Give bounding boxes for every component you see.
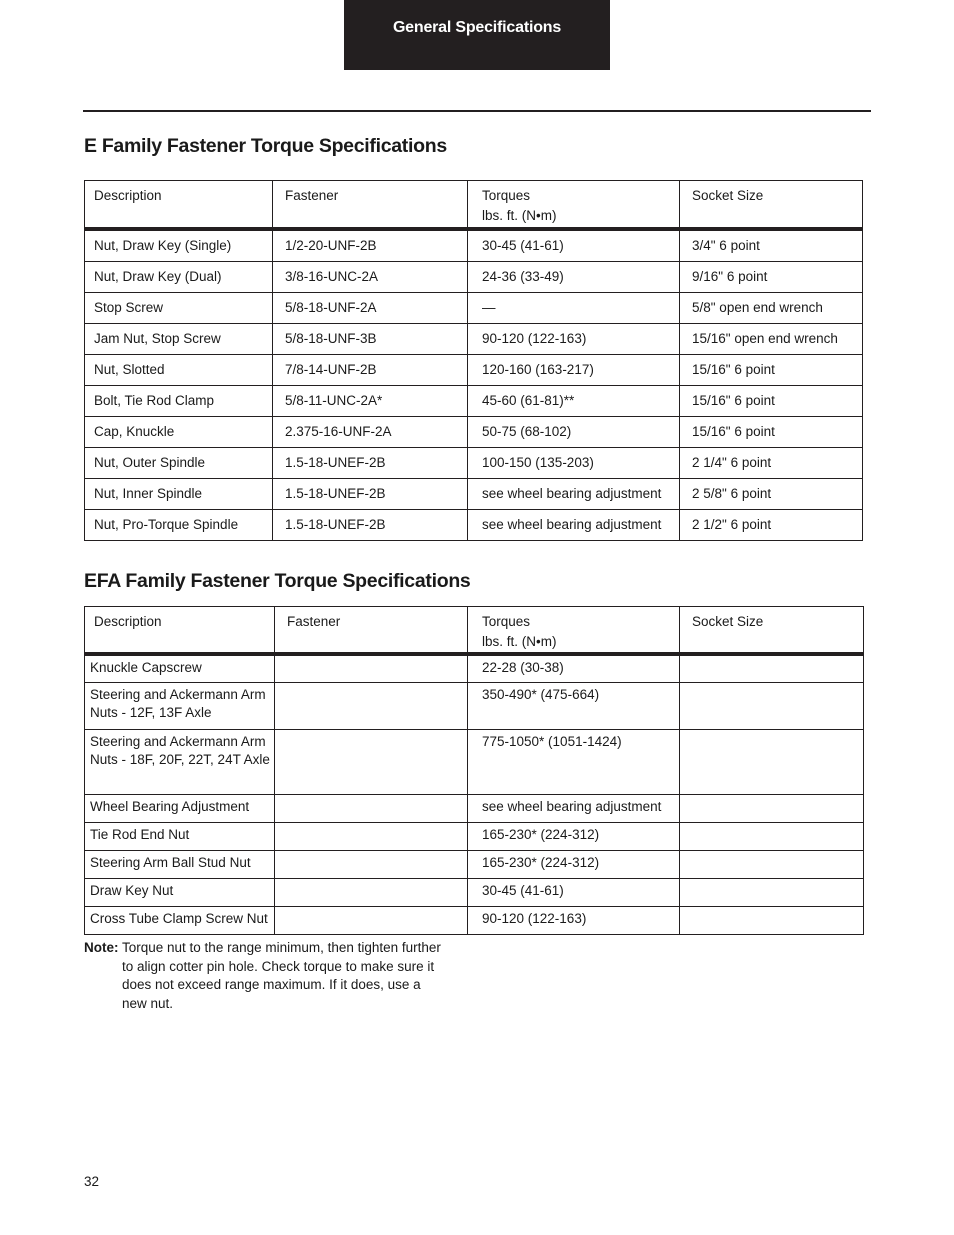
description-cell: Wheel Bearing Adjustment — [85, 794, 275, 822]
table-row — [85, 682, 864, 729]
socket-size-cell: 2 1/2" 6 point — [680, 509, 863, 540]
table-row — [85, 447, 863, 478]
description-cell: Nut, Inner Spindle — [85, 478, 273, 509]
table-row — [85, 850, 864, 878]
torque-cell: see wheel bearing adjustment — [468, 509, 680, 540]
table-row — [85, 323, 863, 354]
column-header-socket-size: Socket Size — [680, 607, 864, 655]
table-row — [85, 794, 864, 822]
table-row — [85, 906, 864, 934]
torque-cell: 350-490* (475-664) — [468, 682, 680, 729]
torque-cell: 120-160 (163-217) — [468, 354, 680, 385]
efa-family-title: EFA Family Fastener Torque Specifications — [84, 570, 471, 592]
torque-cell: 30-45 (41-61) — [468, 878, 680, 906]
description-cell: Steering and Ackermann Arm Nuts - 18F, 20F, 22T, 24T Axle — [85, 729, 275, 794]
torque-cell: 24-36 (33-49) — [468, 261, 680, 292]
torque-cell: 90-120 (122-163) — [468, 906, 680, 934]
description-cell: Tie Rod End Nut — [85, 822, 275, 850]
torque-cell: 90-120 (122-163) — [468, 323, 680, 354]
description-cell: Steering and Ackermann Arm Nuts - 12F, 13F Axle — [85, 682, 275, 729]
socket-size-cell: 15/16" 6 point — [680, 385, 863, 416]
torque-cell: 165-230* (224-312) — [468, 850, 680, 878]
socket-size-cell — [680, 682, 864, 729]
e-family-table-body — [85, 229, 863, 541]
table-row — [85, 354, 863, 385]
torque-cell: see wheel bearing adjustment — [468, 794, 680, 822]
column-header-socket-size: Socket Size — [680, 181, 863, 229]
fastener-cell — [275, 822, 468, 850]
torque-unit-label: lbs. ft. (N•m) — [482, 208, 557, 223]
e-family-table — [84, 180, 863, 541]
fastener-cell: 1.5-18-UNEF-2B — [273, 509, 468, 540]
socket-size-cell: 9/16" 6 point — [680, 261, 863, 292]
fastener-cell — [275, 654, 468, 682]
fastener-cell — [275, 878, 468, 906]
socket-size-cell: 15/16" 6 point — [680, 416, 863, 447]
column-header-torques — [468, 181, 680, 229]
fastener-cell: 2.375-16-UNF-2A — [273, 416, 468, 447]
fastener-cell — [275, 850, 468, 878]
column-header-torques — [468, 607, 680, 655]
socket-size-cell — [680, 794, 864, 822]
torque-unit-label: lbs. ft. (N•m) — [482, 634, 557, 649]
description-cell: Cross Tube Clamp Screw Nut — [85, 906, 275, 934]
torque-cell: 30-45 (41-61) — [468, 229, 680, 262]
description-cell: Nut, Pro-Torque Spindle — [85, 509, 273, 540]
efa-family-table — [84, 606, 864, 935]
fastener-cell: 1/2-20-UNF-2B — [273, 229, 468, 262]
socket-size-cell: 15/16" open end wrench — [680, 323, 863, 354]
fastener-cell: 5/8-18-UNF-2A — [273, 292, 468, 323]
page-number: 32 — [84, 1174, 100, 1189]
fastener-cell: 1.5-18-UNEF-2B — [273, 447, 468, 478]
torque-cell: see wheel bearing adjustment — [468, 478, 680, 509]
table-row — [85, 416, 863, 447]
table-header-row — [85, 181, 863, 229]
table-row — [85, 229, 863, 262]
description-cell: Stop Screw — [85, 292, 273, 323]
torque-cell: 22-28 (30-38) — [468, 654, 680, 682]
torque-cell: 775-1050* (1051-1424) — [468, 729, 680, 794]
header-rule — [83, 110, 871, 112]
description-cell: Nut, Draw Key (Dual) — [85, 261, 273, 292]
column-header-fastener: Fastener — [275, 607, 468, 655]
fastener-cell: 1.5-18-UNEF-2B — [273, 478, 468, 509]
fastener-cell — [275, 729, 468, 794]
table-row — [85, 729, 864, 794]
socket-size-cell — [680, 729, 864, 794]
description-cell: Knuckle Capscrew — [85, 654, 275, 682]
column-header-description: Description — [85, 607, 275, 655]
fastener-cell — [275, 794, 468, 822]
socket-size-cell — [680, 878, 864, 906]
table-row — [85, 878, 864, 906]
torque-cell: 45-60 (61-81)** — [468, 385, 680, 416]
description-cell: Bolt, Tie Rod Clamp — [85, 385, 273, 416]
table-row — [85, 822, 864, 850]
e-family-title: E Family Fastener Torque Specifications — [84, 135, 447, 157]
socket-size-cell: 5/8" open end wrench — [680, 292, 863, 323]
torque-cell: — — [468, 292, 680, 323]
description-cell: Draw Key Nut — [85, 878, 275, 906]
fastener-cell: 5/8-18-UNF-3B — [273, 323, 468, 354]
torque-cell: 50-75 (68-102) — [468, 416, 680, 447]
fastener-cell: 7/8-14-UNF-2B — [273, 354, 468, 385]
socket-size-cell: 15/16" 6 point — [680, 354, 863, 385]
socket-size-cell — [680, 654, 864, 682]
table-row — [85, 509, 863, 540]
section-tab: General Specifications — [344, 0, 610, 70]
fastener-cell — [275, 682, 468, 729]
fastener-cell — [275, 906, 468, 934]
torque-cell: 165-230* (224-312) — [468, 822, 680, 850]
table-row — [85, 478, 863, 509]
socket-size-cell — [680, 850, 864, 878]
table-row — [85, 292, 863, 323]
socket-size-cell: 2 5/8" 6 point — [680, 478, 863, 509]
torques-label: Torques — [482, 614, 531, 629]
column-header-description: Description — [85, 181, 273, 229]
note-text: Torque nut to the range minimum, then tighten further to align cotter pin hole. Check torque to make sure it does not exceed range maximum. If it does, use a new nut. — [122, 940, 441, 1011]
description-cell: Steering Arm Ball Stud Nut — [85, 850, 275, 878]
description-cell: Jam Nut, Stop Screw — [85, 323, 273, 354]
table-row — [85, 385, 863, 416]
socket-size-cell — [680, 906, 864, 934]
table-row — [85, 261, 863, 292]
fastener-cell: 3/8-16-UNC-2A — [273, 261, 468, 292]
torques-label: Torques — [482, 188, 531, 203]
note-label: Note: — [84, 940, 119, 955]
fastener-cell: 5/8-11-UNC-2A* — [273, 385, 468, 416]
description-cell: Nut, Slotted — [85, 354, 273, 385]
socket-size-cell: 2 1/4" 6 point — [680, 447, 863, 478]
socket-size-cell — [680, 822, 864, 850]
efa-family-table-body — [85, 654, 864, 934]
description-cell: Nut, Outer Spindle — [85, 447, 273, 478]
table-row — [85, 654, 864, 682]
column-header-fastener: Fastener — [273, 181, 468, 229]
description-cell: Cap, Knuckle — [85, 416, 273, 447]
table-header-row — [85, 607, 864, 655]
socket-size-cell: 3/4" 6 point — [680, 229, 863, 262]
torque-cell: 100-150 (135-203) — [468, 447, 680, 478]
description-cell: Nut, Draw Key (Single) — [85, 229, 273, 262]
